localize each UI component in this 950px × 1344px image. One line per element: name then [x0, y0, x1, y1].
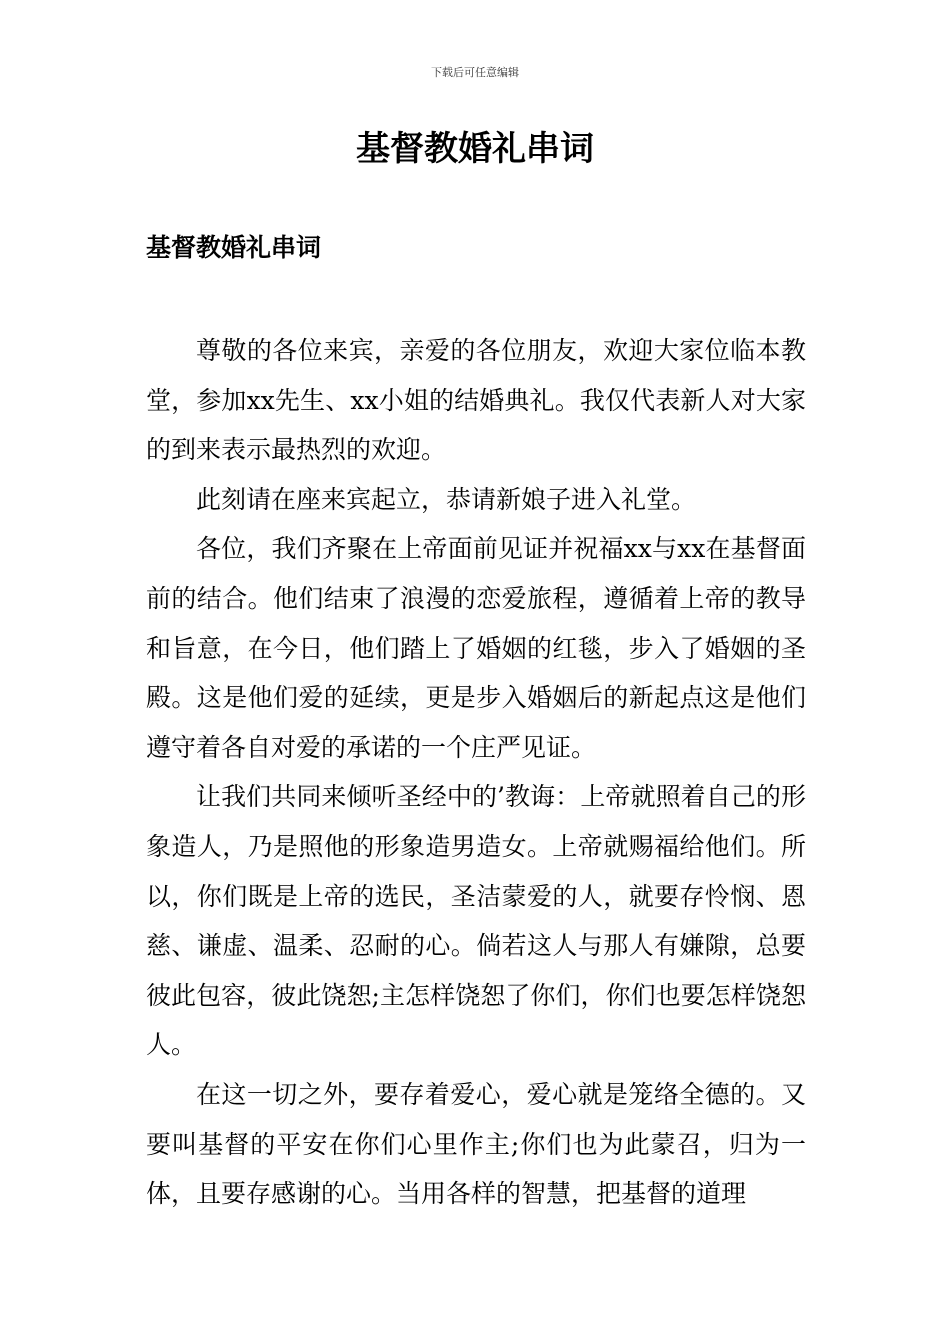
paragraph: 此刻请在座来宾起立，恭请新娘子进入礼堂。	[196, 484, 697, 514]
document-title: 基督教婚礼串词	[356, 129, 594, 169]
paragraph: 尊敬的各位来宾，亲爱的各位朋友，欢迎大家位临本教堂，参加xx先生、xx小姐的结婚典礼。我仅代表新人对大家的到来表示最热烈的欢迎。	[146, 336, 806, 465]
paragraph: 让我们共同来倾听圣经中的’教诲：上帝就照着自己的形象造人，乃是照他的形象造男造女。上帝就赐福给他们。所以，你们既是上帝的选民，圣洁蒙爱的人，就要存怜悯、恩慈、谦虚、温柔、忍耐的心。倘若这人与那人有嫌隙，总要彼此包容，彼此饶恕;主怎样饶恕了你们，你们也要怎样饶恕人。	[146, 782, 806, 1060]
paragraph: 在这一切之外，要存着爱心，爱心就是笼络全德的。又要叫基督的平安在你们心里作主;你们也为此蒙召，归为一体，且要存感谢的心。当用各样的智慧，把基督的道理	[146, 1079, 806, 1209]
document-body	[146, 326, 806, 1219]
header-note: 下载后可任意编辑	[431, 66, 519, 79]
document-subtitle: 基督教婚礼串词	[146, 233, 322, 262]
paragraph: 各位，我们齐聚在上帝面前见证并祝福xx与xx在基督面前的结合。他们结束了浪漫的恋爱旅程，遵循着上帝的教导和旨意，在今日，他们踏上了婚姻的红毯，步入了婚姻的圣殿。这是他们爱的延续，更是步入婚姻后的新起点这是他们遵守着各自对爱的承诺的一个庄严见证。	[146, 534, 806, 762]
